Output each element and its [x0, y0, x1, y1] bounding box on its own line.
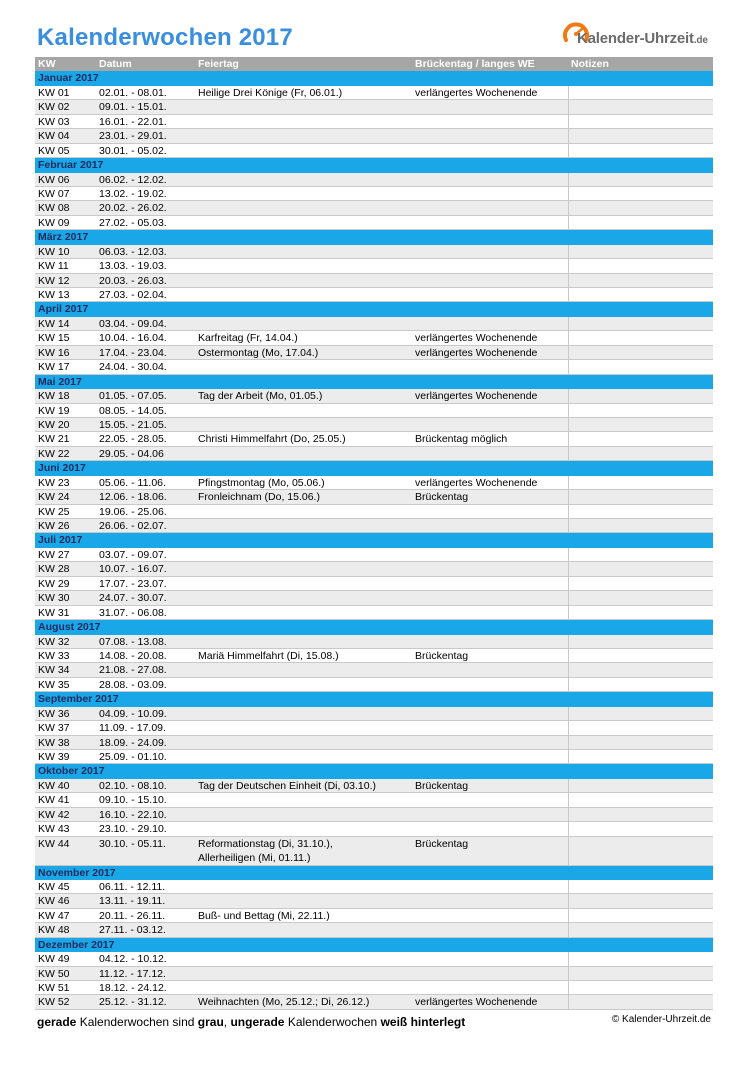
month-header: [35, 692, 713, 706]
holiday-name-second: Allerheiligen (Mi, 01.11.): [198, 851, 311, 864]
week-number: KW 28: [38, 563, 70, 576]
week-row: [35, 606, 713, 620]
week-date-range: 06.02. - 12.02.: [99, 173, 167, 186]
notes-cell[interactable]: [568, 317, 569, 330]
notes-cell[interactable]: [568, 432, 569, 445]
copyright-notice: © Kalender-Uhrzeit.de: [611, 1014, 711, 1025]
week-row: [35, 808, 713, 822]
notes-cell[interactable]: [568, 707, 569, 720]
week-row: [35, 736, 713, 750]
week-row: [35, 663, 713, 677]
week-date-range: 25.12. - 31.12.: [99, 996, 167, 1009]
notes-cell[interactable]: [568, 923, 569, 936]
week-number: KW 16: [38, 346, 70, 359]
month-label: März 2017: [38, 231, 89, 244]
bridge-day-info: verlängertes Wochenende: [415, 996, 538, 1009]
week-row: [35, 519, 713, 533]
week-number: KW 36: [38, 707, 70, 720]
week-row: [35, 115, 713, 129]
week-row: [35, 952, 713, 966]
bridge-day-info: Brückentag möglich: [415, 433, 508, 446]
legend-footer: gerade Kalenderwochen sind grau, ungerade Kalenderwochen weiß hinterlegt: [37, 1015, 466, 1029]
week-row: [35, 967, 713, 981]
week-date-range: 17.07. - 23.07.: [99, 577, 167, 590]
month-header: [35, 461, 713, 475]
month-header: [35, 158, 713, 172]
week-number: KW 38: [38, 736, 70, 749]
week-date-range: 18.09. - 24.09.: [99, 736, 167, 749]
notes-cell[interactable]: [568, 86, 569, 99]
week-date-range: 29.05. - 04.06: [99, 447, 164, 460]
month-label: Januar 2017: [38, 72, 99, 85]
week-number: KW 42: [38, 808, 70, 821]
week-date-range: 16.01. - 22.01.: [99, 115, 167, 128]
holiday-name: Weihnachten (Mo, 25.12.; Di, 26.12.): [198, 996, 370, 1009]
week-date-range: 27.03. - 02.04.: [99, 289, 167, 301]
week-date-range: 09.10. - 15.10.: [99, 794, 167, 807]
notes-cell[interactable]: [568, 808, 569, 821]
week-date-range: 09.01. - 15.01.: [99, 101, 167, 114]
notes-cell[interactable]: [568, 201, 569, 214]
week-number: KW 12: [38, 274, 70, 287]
week-row: [35, 187, 713, 201]
notes-cell[interactable]: [568, 548, 569, 561]
week-number: KW 48: [38, 924, 70, 937]
week-row: [35, 649, 713, 663]
week-date-range: 30.01. - 05.02.: [99, 144, 167, 157]
week-row: [35, 793, 713, 807]
notes-cell[interactable]: [568, 577, 569, 590]
week-date-range: 23.10. - 29.10.: [99, 823, 167, 836]
holiday-name: Fronleichnam (Do, 15.06.): [198, 491, 320, 504]
week-number: KW 23: [38, 476, 70, 489]
month-header: [35, 375, 713, 389]
week-date-range: 18.12. - 24.12.: [99, 982, 167, 995]
notes-cell[interactable]: [568, 187, 569, 200]
week-date-range: 13.02. - 19.02.: [99, 187, 167, 200]
week-date-range: 19.06. - 25.06.: [99, 505, 167, 518]
week-number: KW 15: [38, 332, 70, 345]
week-date-range: 01.05. - 07.05.: [99, 390, 167, 403]
week-number: KW 37: [38, 722, 70, 735]
week-date-range: 11.09. - 17.09.: [99, 722, 166, 735]
notes-cell[interactable]: [568, 649, 569, 662]
logo-wordmark: Kalender-Uhrzeit.de: [577, 30, 708, 47]
month-label: November 2017: [38, 866, 116, 879]
week-date-range: 20.03. - 26.03.: [99, 274, 167, 287]
week-number: KW 18: [38, 390, 70, 403]
week-date-range: 31.07. - 06.08.: [99, 606, 167, 619]
notes-cell[interactable]: [568, 115, 569, 128]
week-date-range: 06.11. - 12.11.: [99, 880, 166, 893]
week-row: [35, 346, 713, 360]
week-row: [35, 678, 713, 692]
holiday-name: Christi Himmelfahrt (Do, 25.05.): [198, 433, 346, 446]
week-date-range: 13.03. - 19.03.: [99, 260, 167, 273]
week-row: [35, 707, 713, 721]
holiday-name: Buß- und Bettag (Mi, 22.11.): [198, 909, 330, 922]
notes-cell[interactable]: [568, 663, 569, 676]
week-date-range: 03.04. - 09.04.: [99, 317, 167, 330]
week-row: [35, 505, 713, 519]
week-number: KW 21: [38, 433, 70, 446]
week-date-range: 28.08. - 03.09.: [99, 678, 167, 691]
week-row: [35, 418, 713, 432]
notes-cell[interactable]: [568, 100, 569, 113]
week-number: KW 01: [38, 86, 70, 99]
week-row: [35, 129, 713, 143]
week-row: [35, 144, 713, 158]
bridge-day-info: verlängertes Wochenende: [415, 390, 538, 403]
week-date-range: 07.08. - 13.08.: [99, 635, 167, 648]
week-row: [35, 360, 713, 374]
week-row: [35, 389, 713, 403]
week-number: KW 34: [38, 664, 70, 677]
week-date-range: 12.06. - 18.06.: [99, 491, 167, 504]
holiday-name: Karfreitag (Fr, 14.04.): [198, 332, 298, 345]
week-number: KW 52: [38, 996, 70, 1009]
notes-cell[interactable]: [568, 779, 569, 792]
notes-cell[interactable]: [568, 721, 569, 734]
notes-cell[interactable]: [568, 274, 569, 287]
holiday-name: Ostermontag (Mo, 17.04.): [198, 346, 319, 359]
month-header: [35, 230, 713, 244]
notes-cell[interactable]: [568, 505, 569, 518]
month-header: [35, 938, 713, 952]
month-label: August 2017: [38, 621, 101, 634]
notes-cell[interactable]: [568, 635, 569, 648]
notes-cell[interactable]: [568, 562, 569, 575]
week-date-range: 20.02. - 26.02.: [99, 202, 167, 215]
week-number: KW 25: [38, 505, 70, 518]
week-number: KW 31: [38, 606, 70, 619]
holiday-name: Heilige Drei Könige (Fr, 06.01.): [198, 86, 343, 99]
week-row: [35, 995, 713, 1009]
week-date-range: 22.05. - 28.05.: [99, 433, 167, 446]
notes-cell[interactable]: [568, 245, 569, 258]
week-row: [35, 490, 713, 504]
month-label: September 2017: [38, 693, 119, 706]
week-date-range: 17.04. - 23.04.: [99, 346, 167, 359]
week-number: KW 20: [38, 418, 70, 431]
notes-cell[interactable]: [568, 288, 569, 301]
week-number: KW 13: [38, 289, 70, 301]
week-number: KW 44: [38, 837, 70, 850]
week-date-range: 30.10. - 05.11.: [99, 837, 166, 850]
month-label: April 2017: [38, 303, 89, 316]
week-row: [35, 86, 713, 100]
week-number: KW 50: [38, 967, 70, 980]
month-header: [35, 764, 713, 778]
week-date-range: 24.04. - 30.04.: [99, 361, 167, 374]
week-date-range: 02.10. - 08.10.: [99, 779, 167, 792]
notes-cell[interactable]: [568, 909, 569, 922]
bridge-day-info: verlängertes Wochenende: [415, 476, 538, 489]
month-label: Juni 2017: [38, 462, 86, 475]
week-date-range: 04.12. - 10.12.: [99, 953, 167, 966]
week-row: [35, 100, 713, 114]
week-number: KW 39: [38, 751, 70, 763]
week-row: [35, 894, 713, 908]
week-row: [35, 909, 713, 923]
notes-cell[interactable]: [568, 447, 569, 460]
week-date-range: 16.10. - 22.10.: [99, 808, 167, 821]
notes-cell[interactable]: [568, 216, 569, 229]
notes-cell[interactable]: [568, 144, 569, 157]
holiday-name: Reformationstag (Di, 31.10.),: [198, 837, 333, 850]
notes-cell[interactable]: [568, 967, 569, 980]
notes-cell[interactable]: [568, 606, 569, 619]
notes-cell[interactable]: [568, 822, 569, 835]
week-row: [35, 548, 713, 562]
week-row: [35, 721, 713, 735]
week-number: KW 40: [38, 779, 70, 792]
calendar-weeks-table: [35, 57, 713, 1010]
week-date-range: 27.02. - 05.03.: [99, 216, 167, 229]
notes-cell[interactable]: [568, 591, 569, 604]
week-number: KW 46: [38, 895, 70, 908]
week-row: [35, 331, 713, 345]
week-number: KW 45: [38, 880, 70, 893]
week-row: [35, 274, 713, 288]
week-number: KW 35: [38, 678, 70, 691]
bridge-day-info: verlängertes Wochenende: [415, 332, 538, 345]
week-row: [35, 216, 713, 230]
col-header-kw: KW: [38, 58, 56, 70]
week-number: KW 49: [38, 953, 70, 966]
notes-cell[interactable]: [568, 346, 569, 359]
week-date-range: 23.01. - 29.01.: [99, 130, 167, 143]
month-label: Februar 2017: [38, 159, 104, 172]
col-header-datum: Datum: [99, 58, 132, 70]
notes-cell[interactable]: [568, 880, 569, 893]
week-number: KW 08: [38, 202, 70, 215]
page-title: Kalenderwochen 2017: [37, 24, 293, 51]
notes-cell[interactable]: [568, 952, 569, 965]
week-row: [35, 259, 713, 273]
holiday-name: Tag der Arbeit (Mo, 01.05.): [198, 390, 323, 403]
week-number: KW 26: [38, 520, 70, 532]
notes-cell[interactable]: [568, 837, 569, 865]
week-number: KW 47: [38, 909, 70, 922]
week-row: [35, 432, 713, 446]
week-row: [35, 635, 713, 649]
week-number: KW 11: [38, 260, 69, 273]
holiday-name: Tag der Deutschen Einheit (Di, 03.10.): [198, 779, 377, 792]
bridge-day-info: Brückentag: [415, 837, 469, 850]
notes-cell[interactable]: [568, 259, 569, 272]
week-number: KW 43: [38, 823, 70, 836]
table-header: [35, 57, 713, 71]
week-row: [35, 288, 713, 302]
notes-cell[interactable]: [568, 173, 569, 186]
week-row: [35, 981, 713, 995]
week-number: KW 07: [38, 187, 70, 200]
week-number: KW 05: [38, 144, 70, 157]
notes-cell[interactable]: [568, 360, 569, 373]
week-number: KW 04: [38, 130, 70, 143]
week-number: KW 14: [38, 317, 70, 330]
week-date-range: 27.11. - 03.12.: [99, 924, 166, 937]
col-header-feiertag: Feiertag: [198, 58, 239, 70]
notes-cell[interactable]: [568, 418, 569, 431]
week-date-range: 03.07. - 09.07.: [99, 548, 167, 561]
week-number: KW 22: [38, 447, 70, 460]
notes-cell[interactable]: [568, 678, 569, 691]
week-row: [35, 245, 713, 259]
week-date-range: 10.07. - 16.07.: [99, 563, 167, 576]
bridge-day-info: Brückentag: [415, 491, 469, 504]
notes-cell[interactable]: [568, 793, 569, 806]
bridge-day-info: verlängertes Wochenende: [415, 346, 538, 359]
week-row: [35, 317, 713, 331]
bridge-day-info: Brückentag: [415, 649, 469, 662]
week-number: KW 09: [38, 216, 70, 229]
week-date-range: 20.11. - 26.11.: [99, 909, 166, 922]
week-number: KW 51: [38, 982, 70, 995]
month-header: [35, 866, 713, 880]
week-date-range: 21.08. - 27.08.: [99, 664, 167, 677]
week-row: [35, 577, 713, 591]
week-date-range: 14.08. - 20.08.: [99, 649, 167, 662]
notes-cell[interactable]: [568, 490, 569, 503]
month-header: [35, 533, 713, 547]
bridge-day-info: Brückentag: [415, 779, 469, 792]
week-date-range: 11.12. - 17.12.: [99, 967, 166, 980]
month-label: Oktober 2017: [38, 765, 105, 778]
week-number: KW 17: [38, 361, 70, 374]
week-number: KW 32: [38, 635, 70, 648]
month-header: [35, 71, 713, 85]
week-row: [35, 779, 713, 793]
week-date-range: 05.06. - 11.06.: [99, 476, 166, 489]
week-number: KW 10: [38, 245, 70, 258]
col-header-notizen: Notizen: [571, 58, 609, 70]
week-date-range: 06.03. - 12.03.: [99, 245, 167, 258]
col-header-brueckentag: Brückentag / langes WE: [415, 58, 535, 70]
week-row: [35, 822, 713, 836]
holiday-name: Pfingstmontag (Mo, 05.06.): [198, 476, 325, 489]
week-number: KW 41: [38, 794, 70, 807]
bridge-day-info: verlängertes Wochenende: [415, 86, 538, 99]
week-number: KW 33: [38, 649, 70, 662]
notes-cell[interactable]: [568, 129, 569, 142]
notes-cell[interactable]: [568, 894, 569, 907]
week-row: [35, 447, 713, 461]
week-number: KW 24: [38, 491, 70, 504]
week-number: KW 29: [38, 577, 70, 590]
week-date-range: 15.05. - 21.05.: [99, 418, 167, 431]
week-row: [35, 837, 713, 866]
week-number: KW 19: [38, 404, 70, 417]
week-date-range: 13.11. - 19.11.: [99, 895, 166, 908]
notes-cell[interactable]: [568, 736, 569, 749]
week-row: [35, 562, 713, 576]
week-row: [35, 476, 713, 490]
month-header: [35, 620, 713, 634]
notes-cell[interactable]: [568, 750, 569, 763]
week-number: KW 27: [38, 548, 70, 561]
month-label: Dezember 2017: [38, 938, 115, 951]
holiday-name: Mariä Himmelfahrt (Di, 15.08.): [198, 649, 339, 662]
week-date-range: 25.09. - 01.10.: [99, 751, 167, 763]
week-row: [35, 173, 713, 187]
week-number: KW 06: [38, 173, 70, 186]
week-date-range: 26.06. - 02.07.: [99, 520, 167, 532]
notes-cell[interactable]: [568, 331, 569, 344]
week-date-range: 02.01. - 08.01.: [99, 86, 167, 99]
week-row: [35, 591, 713, 605]
week-row: [35, 750, 713, 764]
notes-cell[interactable]: [568, 404, 569, 417]
week-date-range: 10.04. - 16.04.: [99, 332, 167, 345]
week-number: KW 03: [38, 115, 70, 128]
month-header: [35, 302, 713, 316]
week-number: KW 02: [38, 101, 70, 114]
week-date-range: 04.09. - 10.09.: [99, 707, 167, 720]
week-row: [35, 880, 713, 894]
month-label: Juli 2017: [38, 534, 83, 547]
notes-cell[interactable]: [568, 519, 569, 532]
week-row: [35, 404, 713, 418]
week-date-range: 24.07. - 30.07.: [99, 592, 167, 605]
notes-cell[interactable]: [568, 389, 569, 402]
notes-cell[interactable]: [568, 981, 569, 994]
week-number: KW 30: [38, 592, 70, 605]
notes-cell[interactable]: [568, 476, 569, 489]
week-date-range: 08.05. - 14.05.: [99, 404, 167, 417]
month-label: Mai 2017: [38, 375, 82, 388]
notes-cell[interactable]: [568, 995, 569, 1008]
week-row: [35, 923, 713, 937]
week-row: [35, 201, 713, 215]
